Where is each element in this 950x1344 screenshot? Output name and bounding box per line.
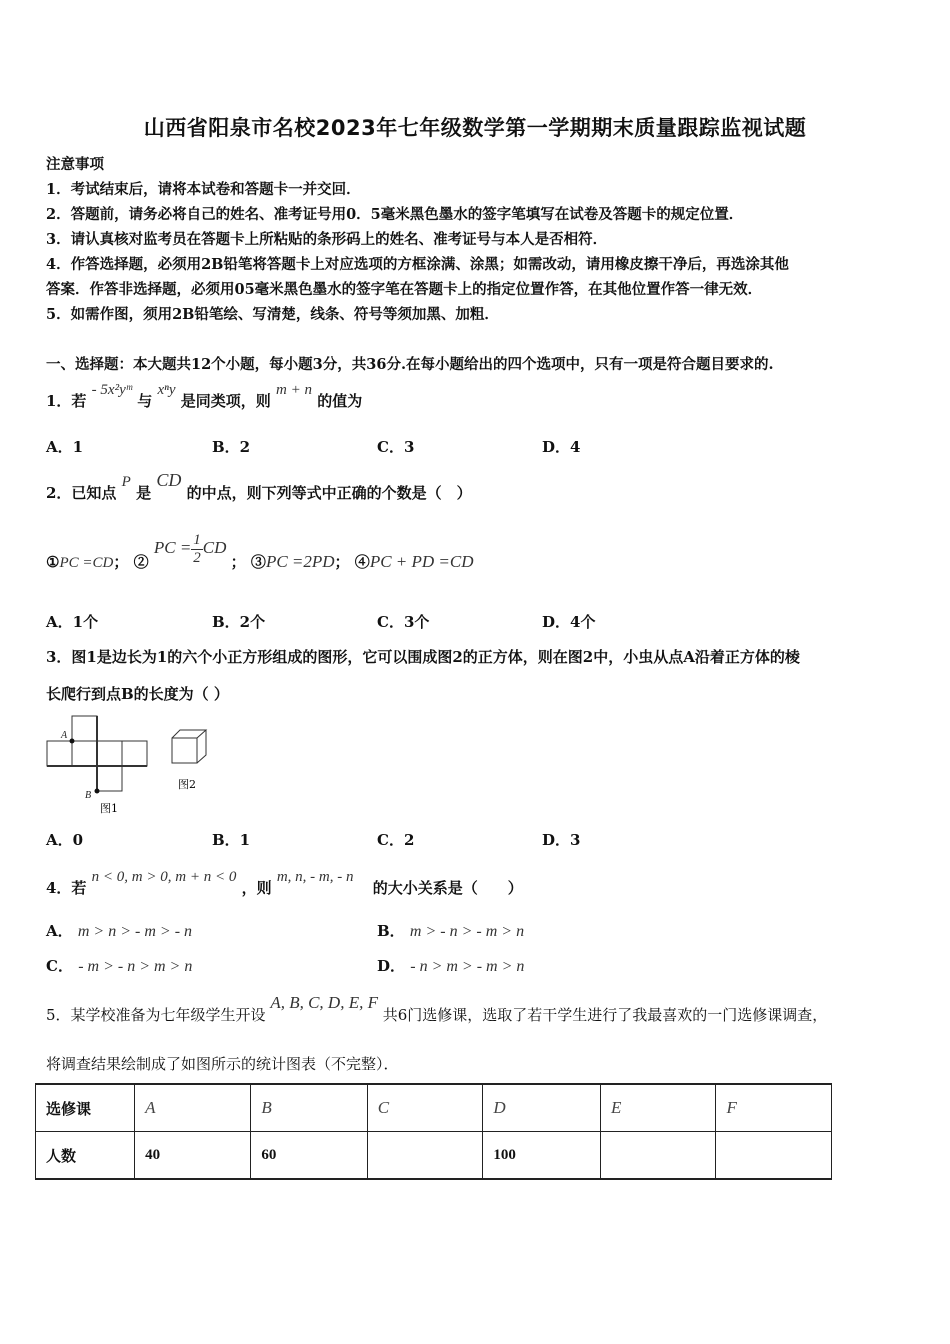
notice-item-1: 1．考试结束后，请将本试卷和答题卡一并交回．	[46, 181, 361, 198]
notice-item-4: 4．作答选择题，必须用2B铅笔将答题卡上对应选项的方框涂满、涂黑；如需改动，请用橡皮擦干净后，再选涂其他	[46, 256, 789, 273]
q1-option-c: C．3	[377, 438, 415, 456]
q2-point-p: P	[121, 474, 131, 490]
question-5	[46, 993, 828, 1025]
q4-vars: m, n, - m, - n	[276, 869, 354, 885]
option-label: A．	[46, 922, 73, 940]
separator: ；	[113, 553, 129, 571]
q2-s2-left: PC =	[153, 538, 192, 557]
table-cell	[600, 1132, 715, 1180]
q2-option-c: C．3个	[377, 613, 430, 631]
q5-prefix: 5．某学校准备为七年级学生开设	[46, 1006, 266, 1024]
table-header-cell: 人数	[36, 1132, 135, 1180]
notice-item-4-cont: 答案．作答非选择题，必须用05毫米黑色墨水的签字笔在答题卡上的指定位置作答，在其他位置作答一律无效．	[46, 281, 763, 298]
table-cell	[716, 1132, 832, 1180]
q4-suffix: 的大小关系是（ ）	[372, 879, 523, 897]
option-label: B．	[377, 922, 405, 940]
table-cell: E	[600, 1084, 715, 1132]
question-4	[46, 869, 523, 898]
option-expr: - m > - n > m > n	[78, 958, 193, 975]
q1-mid: 与	[137, 392, 153, 410]
notice-item-5: 5．如需作图，须用2B铅笔绘、写清楚，线条、符号等须加黑、加粗．	[46, 306, 499, 323]
question-2	[46, 470, 472, 503]
table-cell: B	[251, 1084, 367, 1132]
q2-mark-3: ③	[250, 553, 266, 571]
q2-statements	[46, 531, 474, 583]
question-3-line-1: 3．图1是边长为1的六个小正方形组成的图形，它可以围成图2的正方体，则在图2中，小虫从点A沿着正方体的棱	[46, 648, 800, 666]
cube-net-figure	[40, 710, 240, 820]
q2-option-a: A．1个	[46, 613, 99, 631]
page-title: 山西省阳泉市名校2023年七年级数学第一学期期末质量跟踪监视试题	[143, 116, 807, 140]
table-cell: F	[716, 1084, 832, 1132]
option-label: C．	[46, 957, 73, 975]
q2-option-d: D．4个	[542, 613, 596, 631]
q2-statement-1: PC =CD	[59, 555, 114, 571]
option-expr: - n > m > - m > n	[410, 958, 525, 975]
q4-option-b	[377, 920, 524, 941]
q2-option-b: B．2个	[212, 613, 266, 631]
q4-option-c	[46, 955, 192, 976]
q3-option-c: C．2	[377, 831, 415, 849]
table-header-cell: 选修课	[36, 1084, 135, 1132]
table-cell: 100	[483, 1132, 601, 1180]
table-cell: A	[135, 1084, 251, 1132]
label-a: A	[61, 730, 68, 741]
table-cell	[367, 1132, 483, 1180]
separator: ；	[230, 553, 246, 571]
q1-expr3: m + n	[276, 382, 312, 398]
q1-mid2: 是同类项，则	[180, 392, 271, 410]
q2-mark-2: ②	[133, 553, 149, 571]
q2-s2-right: CD	[202, 538, 227, 557]
table-cell: C	[367, 1084, 483, 1132]
option-expr: m > n > - m > - n	[77, 923, 193, 940]
table-cell: 60	[251, 1132, 367, 1180]
question-5-line-2: 将调查结果绘制成了如图所示的统计图表（不完整）．	[46, 1055, 399, 1073]
notice-item-3: 3．请认真核对监考员在答题卡上所粘贴的条形码上的姓名、准考证号与本人是否相符．	[46, 231, 608, 248]
q2-statement-2	[153, 531, 231, 566]
q4-mid: ，则	[241, 879, 272, 897]
q4-condition: n < 0, m > 0, m + n < 0	[91, 869, 237, 885]
point-b-icon	[95, 789, 100, 794]
q3-option-d: D．3	[542, 831, 581, 849]
fraction	[191, 532, 203, 567]
q4-option-a	[46, 920, 192, 941]
table-cell: D	[483, 1084, 601, 1132]
q1-option-d: D．4	[542, 438, 581, 456]
fraction-numerator: 1	[193, 531, 201, 548]
q2-mid: 是	[136, 484, 152, 502]
q2-suffix: 的中点，则下列等式中正确的个数是（ ）	[186, 484, 472, 502]
fig1-caption: 图1	[100, 802, 118, 815]
separator: ；	[334, 553, 350, 571]
question-1	[46, 382, 363, 411]
label-b: B	[85, 790, 92, 801]
q3-option-a: A．0	[46, 831, 84, 849]
q5-courses: A, B, C, D, E, F	[270, 993, 378, 1012]
q1-option-a: A．1	[46, 438, 84, 456]
fraction-denominator: 2	[193, 549, 201, 566]
notice-heading: 注意事项	[46, 156, 104, 173]
fig2-caption: 图2	[178, 778, 196, 791]
q3-option-b: B．1	[212, 831, 251, 849]
question-3-line-2: 长爬行到点B的长度为（ ）	[46, 685, 229, 703]
q2-prefix: 2．已知点	[46, 484, 117, 502]
q2-statement-4: PC + PD =CD	[369, 552, 474, 571]
q1-prefix: 1．若	[46, 392, 87, 410]
q4-prefix: 4．若	[46, 879, 87, 897]
section-heading: 一、选择题：本大题共12个小题，每小题3分，共36分.在每小题给出的四个选项中，只有一项是符合题目要求的.	[46, 356, 774, 373]
table-row	[36, 1132, 832, 1180]
q2-segment-cd: CD	[156, 470, 182, 490]
q1-suffix: 的值为	[317, 392, 363, 410]
table-cell: 40	[135, 1132, 251, 1180]
q4-option-d	[377, 955, 524, 976]
survey-table	[35, 1083, 832, 1180]
notice-item-2: 2．答题前，请务必将自己的姓名、准考证号用0．5毫米黑色墨水的签字笔填写在试卷及答题卡的规定位置．	[46, 206, 744, 223]
q2-mark-1: ①	[46, 553, 60, 571]
option-expr: m > - n > - m > n	[409, 923, 525, 940]
q1-expr1: - 5x²yᵐ	[91, 382, 132, 398]
table-row	[36, 1084, 832, 1132]
q2-statement-3: PC =2PD	[265, 552, 335, 571]
q1-option-b: B．2	[212, 438, 251, 456]
point-a-icon	[70, 739, 75, 744]
q5-suffix: 共6门选修课，选取了若干学生进行了我最喜欢的一门选修课调查，	[382, 1006, 828, 1024]
q2-mark-4: ④	[354, 553, 370, 571]
option-label: D．	[377, 957, 406, 975]
q1-expr2: xⁿy	[157, 382, 176, 398]
